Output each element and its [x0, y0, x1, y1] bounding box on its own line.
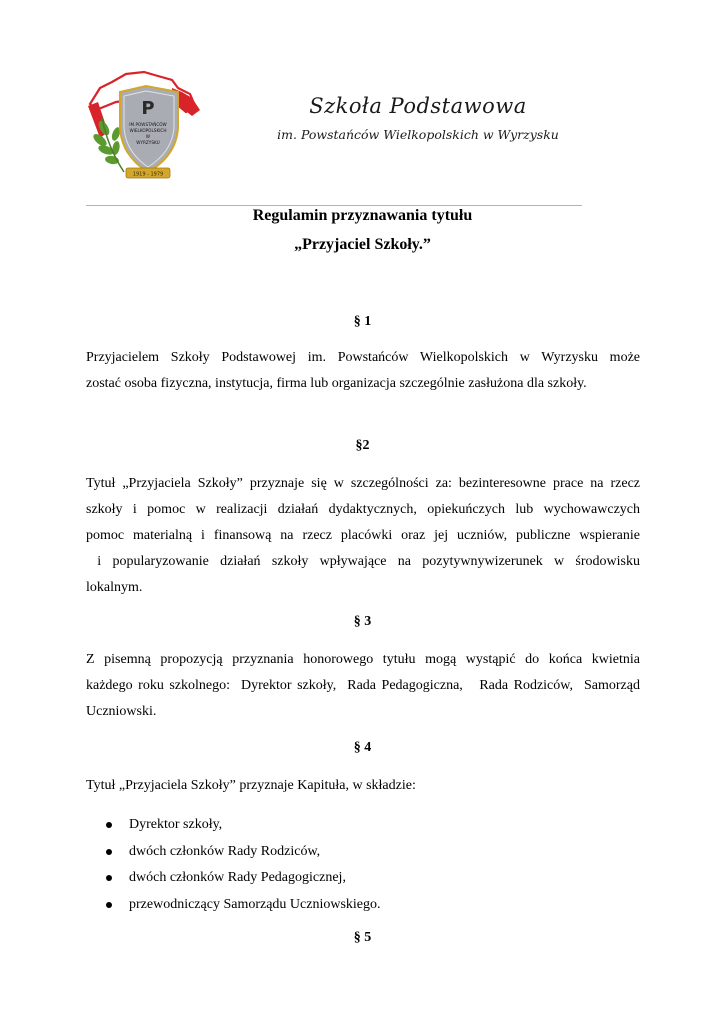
- paragraph-line: i popularyzowanie działań szkoły wpływające na pozytywnywizerunek w środowisku: [86, 554, 640, 569]
- logo-text-2: WIELKOPOLSKICH: [129, 128, 167, 133]
- section-3-heading: § 3: [353, 614, 372, 629]
- logo-text-3: W: [145, 134, 151, 139]
- paragraph-line: szkoły i pomoc w realizacji działań dydaktycznych, opiekuńczych lub wychowawczych: [86, 502, 640, 517]
- section-2-paragraph: [86, 471, 640, 601]
- logo-text-1: IM.POWSTAŃCÓW: [129, 122, 167, 127]
- section-1-paragraph: [86, 345, 640, 397]
- section-3-paragraph: [86, 647, 640, 725]
- section-2-heading: §2: [355, 438, 370, 453]
- document-title-line1: Regulamin przyznawania tytułu: [252, 207, 473, 224]
- paragraph-line: Tytuł „Przyjaciela Szkoły” przyznaje Kapituła, w składzie:: [86, 778, 416, 793]
- list-item: [86, 812, 381, 839]
- paragraph-line: Uczniowski.: [86, 704, 157, 719]
- logo-years: 1919 - 1979: [132, 171, 164, 178]
- school-subtitle: im. Powstańców Wielkopolskich w Wyrzysku: [277, 127, 559, 142]
- paragraph-line: Tytuł „Przyjaciela Szkoły” przyznaje się w szczególności za: bezinteresowne prace na rzecz: [86, 476, 640, 491]
- section-4-heading: § 4: [353, 740, 372, 755]
- paragraph-line: pomoc materialną i finansową na rzecz placówki oraz jej uczniów, publiczne wspieranie: [86, 528, 640, 543]
- bullet-icon: [106, 902, 112, 908]
- list-item-text: Dyrektor szkoły,: [129, 817, 223, 832]
- logo-text-4: WYRZYSKU: [136, 140, 160, 145]
- list-item: [86, 839, 381, 866]
- list-item: [86, 865, 381, 892]
- list-item-text: przewodniczący Samorządu Uczniowskiego.: [129, 896, 381, 912]
- paragraph-line: lokalnym.: [86, 580, 143, 595]
- school-logo: [86, 68, 204, 188]
- header-divider: [86, 205, 582, 206]
- list-item: [86, 892, 381, 919]
- list-item-text: dwóch członków Rady Rodziców,: [129, 843, 321, 859]
- section-1-heading: § 1: [353, 314, 372, 329]
- bullet-icon: [106, 875, 112, 881]
- bullet-icon: [106, 849, 112, 855]
- list-item-text: dwóch członków Rady Pedagogicznej,: [129, 870, 346, 885]
- section-5-heading: § 5: [353, 930, 372, 945]
- school-name: Szkoła Podstawowa: [309, 94, 527, 118]
- section-4-paragraph: [86, 773, 640, 799]
- bullet-icon: [106, 822, 112, 828]
- document-title-line2: „Przyjaciel Szkoły.”: [294, 236, 431, 253]
- kapitula-members-list: [86, 812, 381, 918]
- paragraph-line: Z pisemną propozycją przyznania honorowego tytułu mogą wystąpić do końca kwietnia: [86, 652, 640, 667]
- paragraph-line: zostać osoba fizyczna, instytucja, firma lub organizacja szczególnie zasłużona dla szkoły.: [86, 376, 587, 391]
- paragraph-line: każdego roku szkolnego: Dyrektor szkoły, Rada Pedagogiczna, Rada Rodziców, Samorząd: [86, 678, 640, 693]
- emblem-letter: P: [141, 98, 155, 119]
- paragraph-line: Przyjacielem Szkoły Podstawowej im. Powstańców Wielkopolskich w Wyrzysku może: [86, 350, 640, 365]
